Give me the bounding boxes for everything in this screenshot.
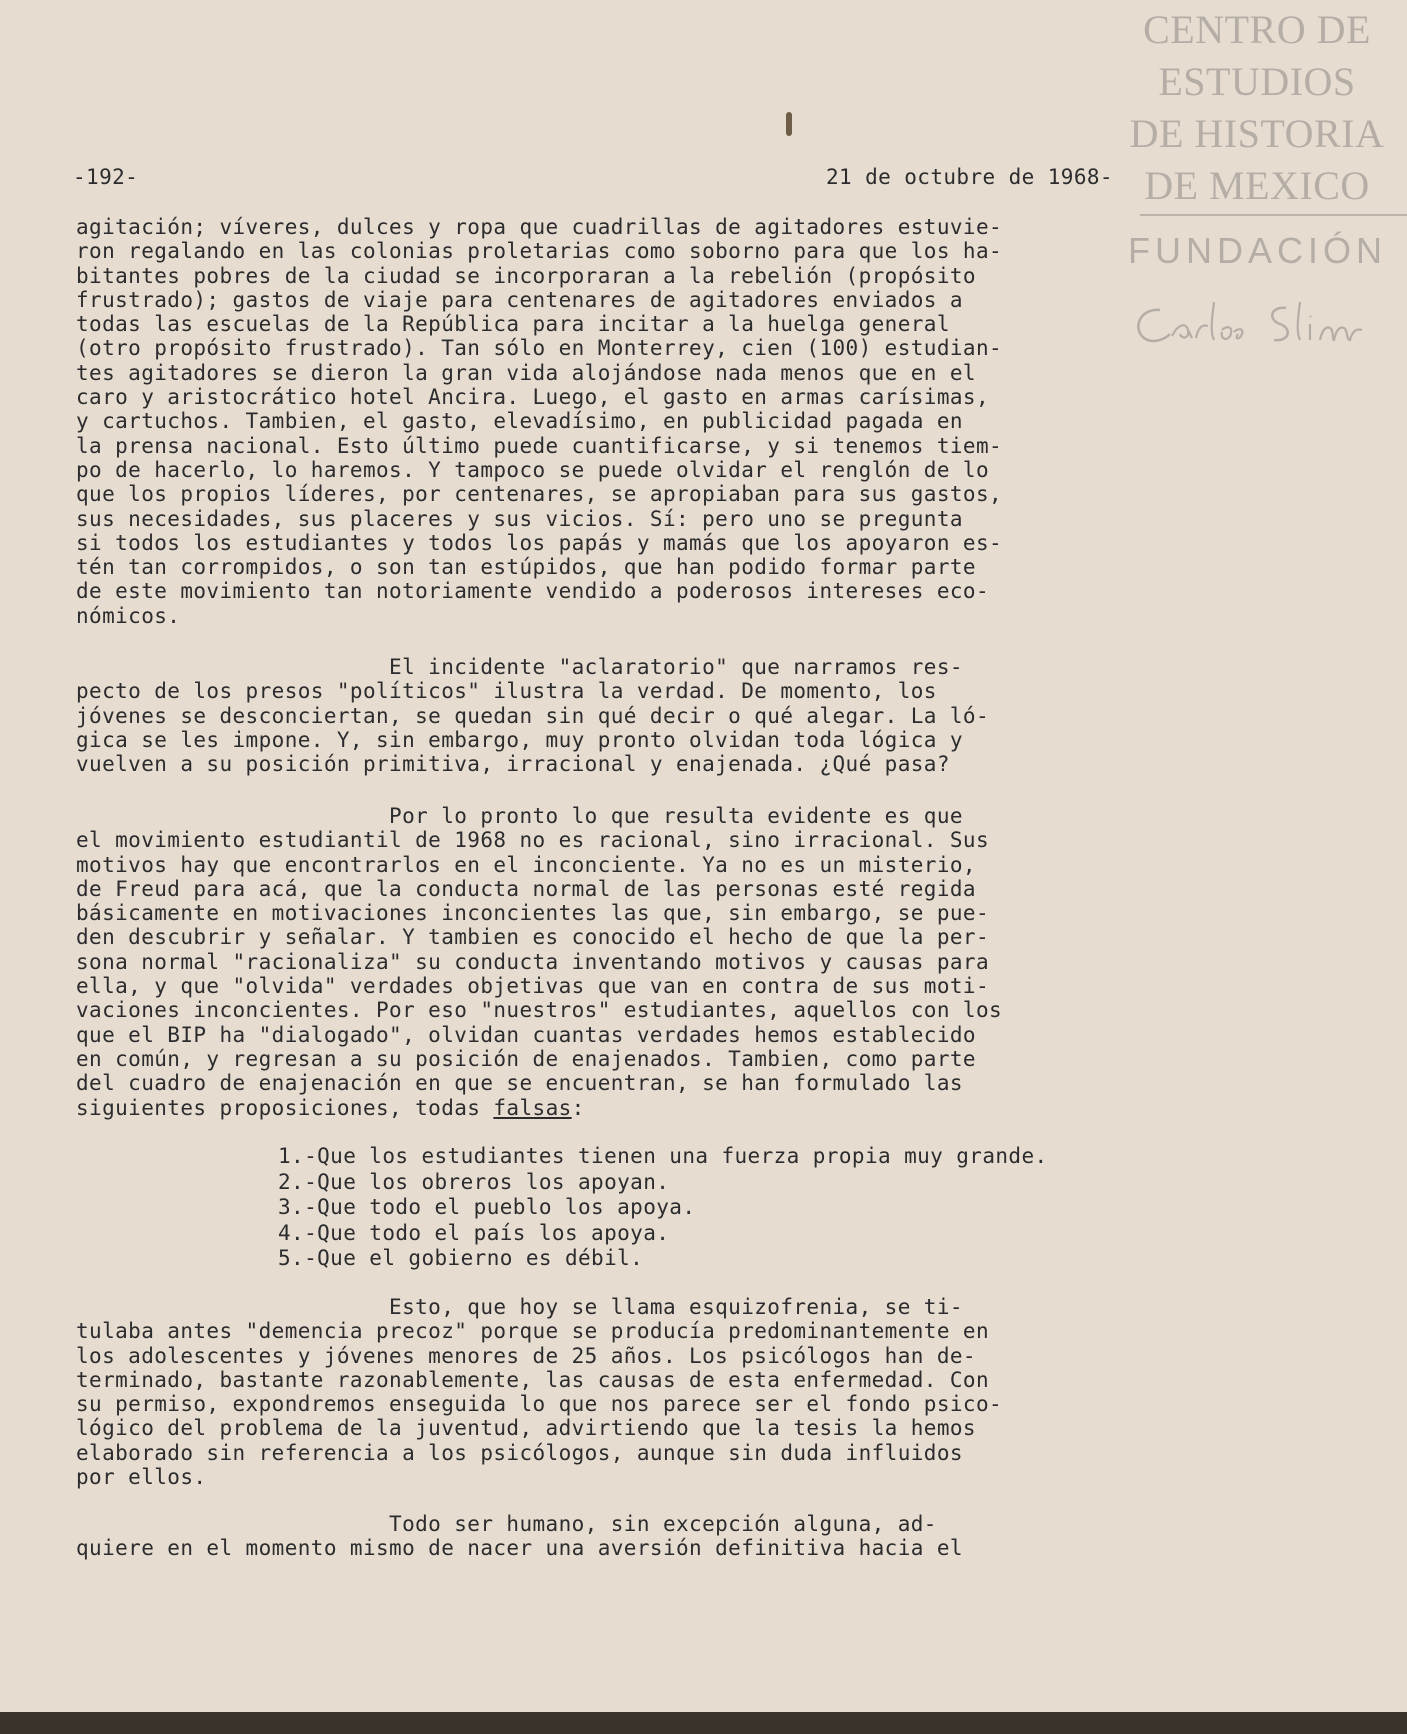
list-item: 5.-Que el gobierno es débil. — [278, 1246, 644, 1270]
paragraph-4: Esto, que hoy se llama esquizofrenia, se ti- tulaba antes "demencia precoz" porque se producía predominantemente en los adolescentes y jóvenes menores de 25 años. Los psicólogos han de- terminado, bastante razonablemente, las causas de esta enfermedad. Con su permiso, expondremos enseguida lo que nos parece ser el fondo psico- lógico del problema de la juventud, advirtiendo que la tesis la hemos elaborado sin referencia a los psicólogos, aunque sin duda influidos por ellos. — [76, 1295, 1003, 1490]
watermark-divider — [1140, 214, 1407, 216]
watermark-line-1: CENTRO DE — [1143, 7, 1371, 52]
watermark-line-3: DE HISTORIA — [1129, 111, 1385, 156]
list-item: 4.-Que todo el país los apoya. — [278, 1220, 670, 1245]
scan-border — [0, 1712, 1407, 1734]
paragraph-3-text: Por lo pronto lo que resulta evidente es que el movimiento estudiantil de 1968 no es racional, sino irracional. Sus motivos hay que encontrarlos en el inconciente. Ya no es un misterio, de Freud para acá, que la conducta normal de las personas esté regida básicamente en motivaciones inconcientes las que, sin embargo, se pue- den descubrir y señalar. Y tambien es conocido el hecho de que la per- sona normal "racionaliza" su conducta inventando motivos y causas para ella, y que "olvida" verdades objetivas que van en contra de sus moti- vaciones inconcientes. Por eso "nuestros" estudiantes, aquellos con los que el BIP ha "dialogado", olvidan cuantas verdades hemos establecido en común, y regresan a su posición de enajenados. Tambien, como parte del cuadro de enajenación en que se encuentran, se han formulado las siguientes proposiciones, todas — [76, 804, 1003, 1120]
list-item: 1.-Que los estudiantes tienen una fuerza propia muy grande. — [278, 1144, 1048, 1168]
watermark-foundation: FUNDACIÓN — [1128, 230, 1387, 271]
propositions-list — [278, 1144, 1048, 1272]
paragraph-3-end: : — [571, 1095, 585, 1120]
paragraph-1: agitación; víveres, dulces y ropa que cuadrillas de agitadores estuvie- ron regalando en las colonias proletarias como soborno para que los ha- bitantes pobres de la ciudad se incorporaran a la rebelión (propósito frustrado); gastos de viaje para centenares de agitadores enviados a todas las escuelas de la República para incitar a la huelga general (otro propósito frustrado). Tan sólo en Monterrey, cien (100) estudian- tes agitadores se dieron la gran vida alojándose nada menos que en el caro y aristocrático hotel Ancira. Luego, el gasto en armas carísimas, y cartuchos. Tambien, el gasto, elevadísimo, en publicidad pagada en la prensa nacional. Esto último puede cuantificarse, y si tenemos tiem- po de hacerlo, lo haremos. Y tampoco se puede olvidar el renglón de lo que los propios líderes, por centenares, se apropiaban para sus gastos, sus necesidades, sus placeres y sus vicios. Sí: pero uno se pregunta si todos los estudiantes y todos los papás y mamás que los apoyaron es- tén tan corrompidos, o son tan estúpidos, que han podido formar parte de este movimiento tan notoriamente vendido a poderosos intereses eco- nómicos. — [76, 215, 1003, 628]
paragraph-3 — [76, 804, 1002, 1120]
underlined-word: falsas — [493, 1095, 572, 1120]
document-date: 21 de octubre de 1968- — [826, 165, 1113, 189]
watermark-line-4: DE MEXICO — [1144, 163, 1370, 208]
paragraph-5: Todo ser humano, sin excepción alguna, ad- quiere en el momento mismo de nacer una aversión definitiva hacia el — [76, 1512, 963, 1561]
list-item: 3.-Que todo el pueblo los apoya. — [278, 1195, 696, 1219]
paragraph-2: El incidente "aclaratorio" que narramos res- pecto de los presos "políticos" ilustra la verdad. De momento, los jóvenes se desconciertan, se quedan sin qué decir o qué alegar. La ló- gica se les impone. Y, sin embargo, muy pronto olvidan toda lógica y vuelven a su posición primitiva, irracional y enajenada. ¿Qué pasa? — [76, 655, 990, 777]
watermark-line-2: ESTUDIOS — [1158, 59, 1356, 104]
signature-logo — [1130, 288, 1407, 358]
ink-mark — [786, 112, 792, 136]
page-number: -192- — [73, 165, 139, 189]
list-item: 2.-Que los obreros los apoyan. — [278, 1169, 670, 1194]
